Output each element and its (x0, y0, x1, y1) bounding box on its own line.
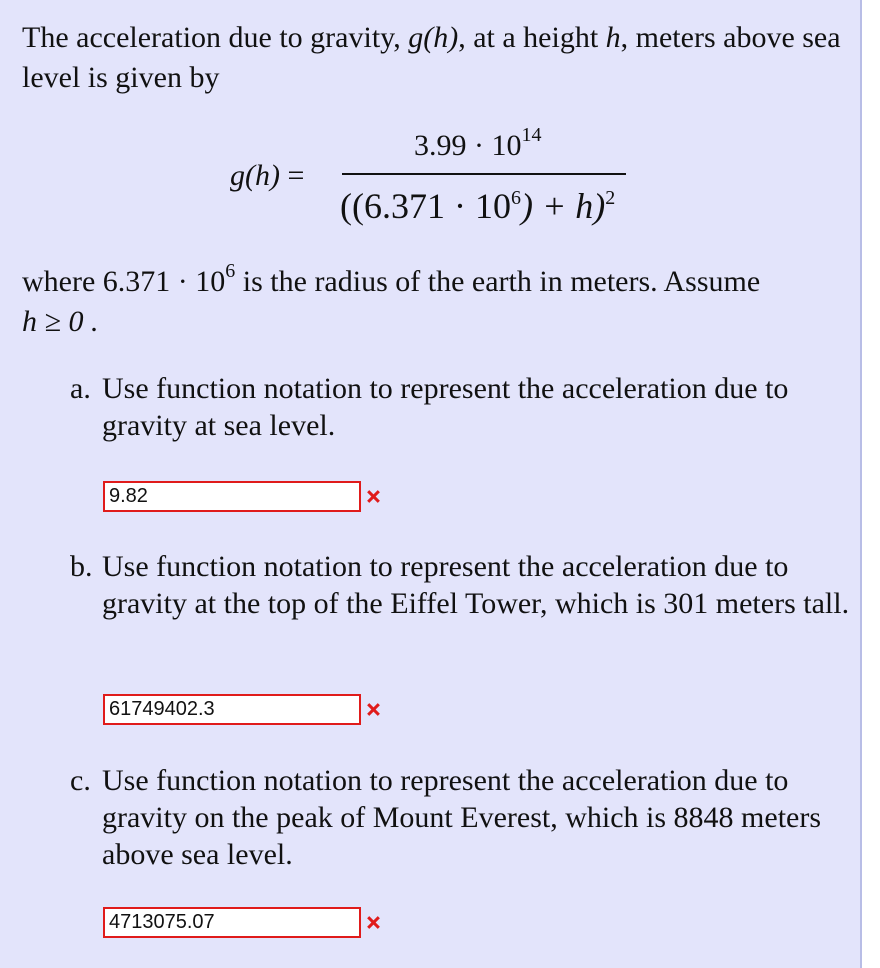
question-label: a. (70, 372, 91, 405)
question-label: b. (70, 550, 93, 583)
question-text: Use function notation to represent the acceleration due to gravity at sea level. (102, 372, 789, 442)
variable-h: h (605, 21, 621, 54)
question-label: c. (70, 764, 91, 797)
formula-numerator: $3.99 \cdot 10^{14}$ (414, 124, 542, 162)
formula-lhs: g(h) = (230, 159, 305, 192)
condition-h: h ≥ 0 . (22, 305, 99, 338)
answer-input-a[interactable] (103, 481, 361, 512)
question-text: Use function notation to represent the acceleration due to gravity at the top of the Eiffel Tower, which is 301 meters tall. (102, 550, 850, 620)
question-c (70, 762, 850, 873)
gravity-formula (230, 125, 650, 235)
function-g-of-h: g(h) (408, 21, 459, 54)
question-b (70, 548, 850, 622)
answer-input-b[interactable] (103, 694, 361, 725)
answer-input-c[interactable] (103, 907, 361, 938)
question-a (70, 370, 850, 444)
incorrect-icon (365, 701, 382, 718)
fraction-bar (342, 173, 626, 175)
incorrect-icon (365, 914, 382, 931)
question-text: Use function notation to represent the acceleration due to gravity on the peak of Mount Everest, which is 8848 meters above sea level. (102, 764, 822, 871)
radius-note: where $6.371 \cdot 10^6$ is the radius of the earth in meters. Assume h ≥ 0 . (22, 260, 761, 338)
problem-intro: The acceleration due to gravity, g(h), at a height h, meters above sea level is given by (22, 21, 841, 94)
incorrect-icon (365, 488, 382, 505)
formula-denominator: $((6.371 \cdot 10^6) + h)^2$ (340, 186, 616, 226)
